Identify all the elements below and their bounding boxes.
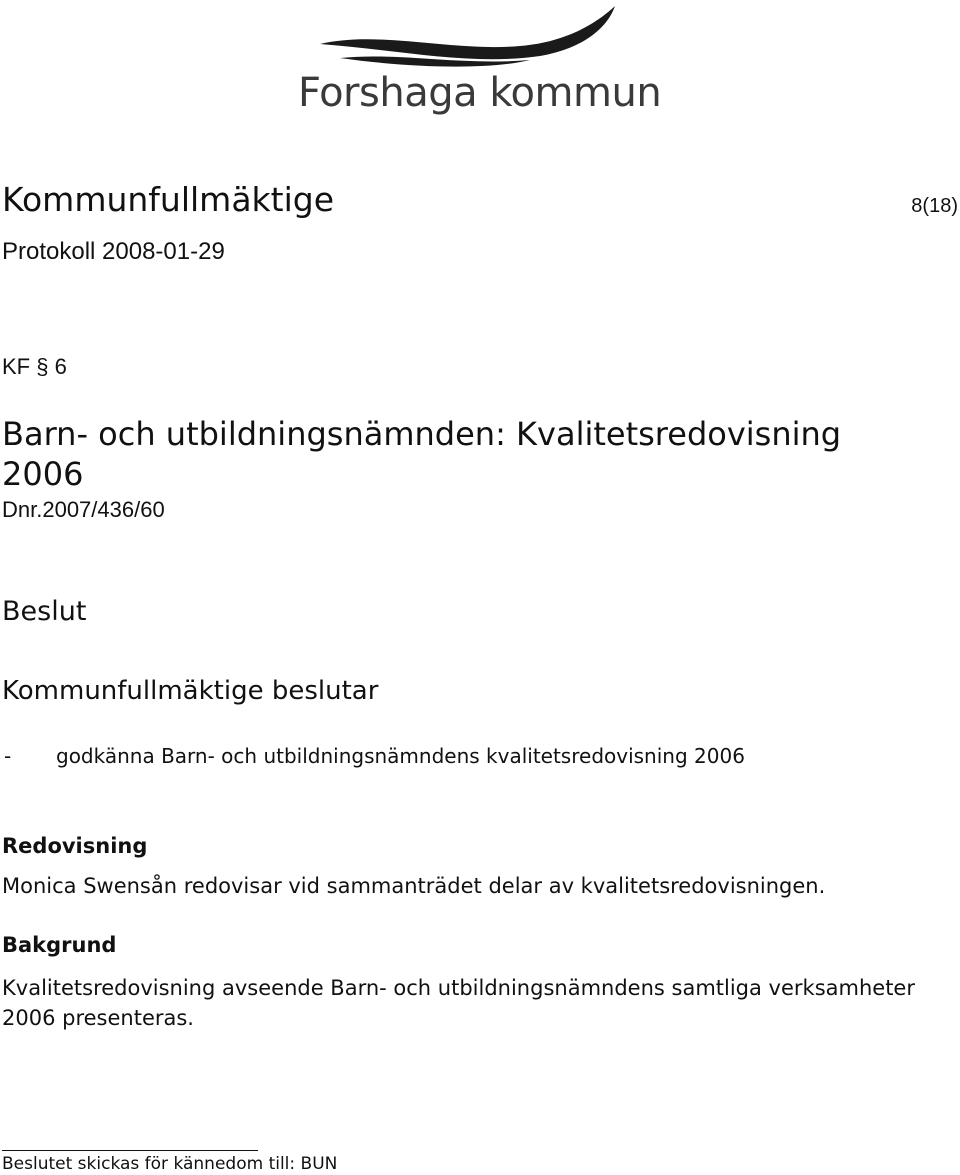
list-item: godkänna Barn- och utbildningsnämndens kvalitetsredovisning 2006	[56, 744, 745, 768]
background-text: Kvalitetsredovisning avseende Barn- och utbildningsnämndens samtliga verksamheter 2006 presenteras.	[2, 976, 915, 1030]
report-text: Monica Swensån redovisar vid sammanträdet delar av kvalitetsredovisningen.	[2, 874, 826, 898]
paragraph-number: KF § 6	[2, 354, 67, 379]
background-heading: Bakgrund	[2, 933, 117, 957]
protocol-date: Protokoll 2008-01-29	[2, 238, 225, 265]
decision-heading: Beslut	[2, 596, 87, 627]
matter-title-text: Barn- och utbildningsnämnden: Kvalitetsredovisning 2006	[2, 415, 842, 493]
list-marker: -	[4, 744, 12, 768]
diary-number: Dnr.2007/436/60	[2, 497, 165, 522]
wave-logo-icon	[290, 0, 650, 70]
page-number: 8(18)	[911, 195, 958, 217]
matter-title	[2, 414, 902, 494]
logo-text: Forshaga kommun	[298, 70, 662, 116]
document-title: Kommunfullmäktige	[2, 180, 335, 219]
report-heading: Redovisning	[2, 834, 148, 858]
footer-divider	[2, 1150, 258, 1151]
decision-subheading: Kommunfullmäktige beslutar	[2, 676, 379, 706]
municipality-logo	[290, 0, 662, 125]
footer-note: Beslutet skickas för kännedom till: BUN	[2, 1154, 338, 1174]
